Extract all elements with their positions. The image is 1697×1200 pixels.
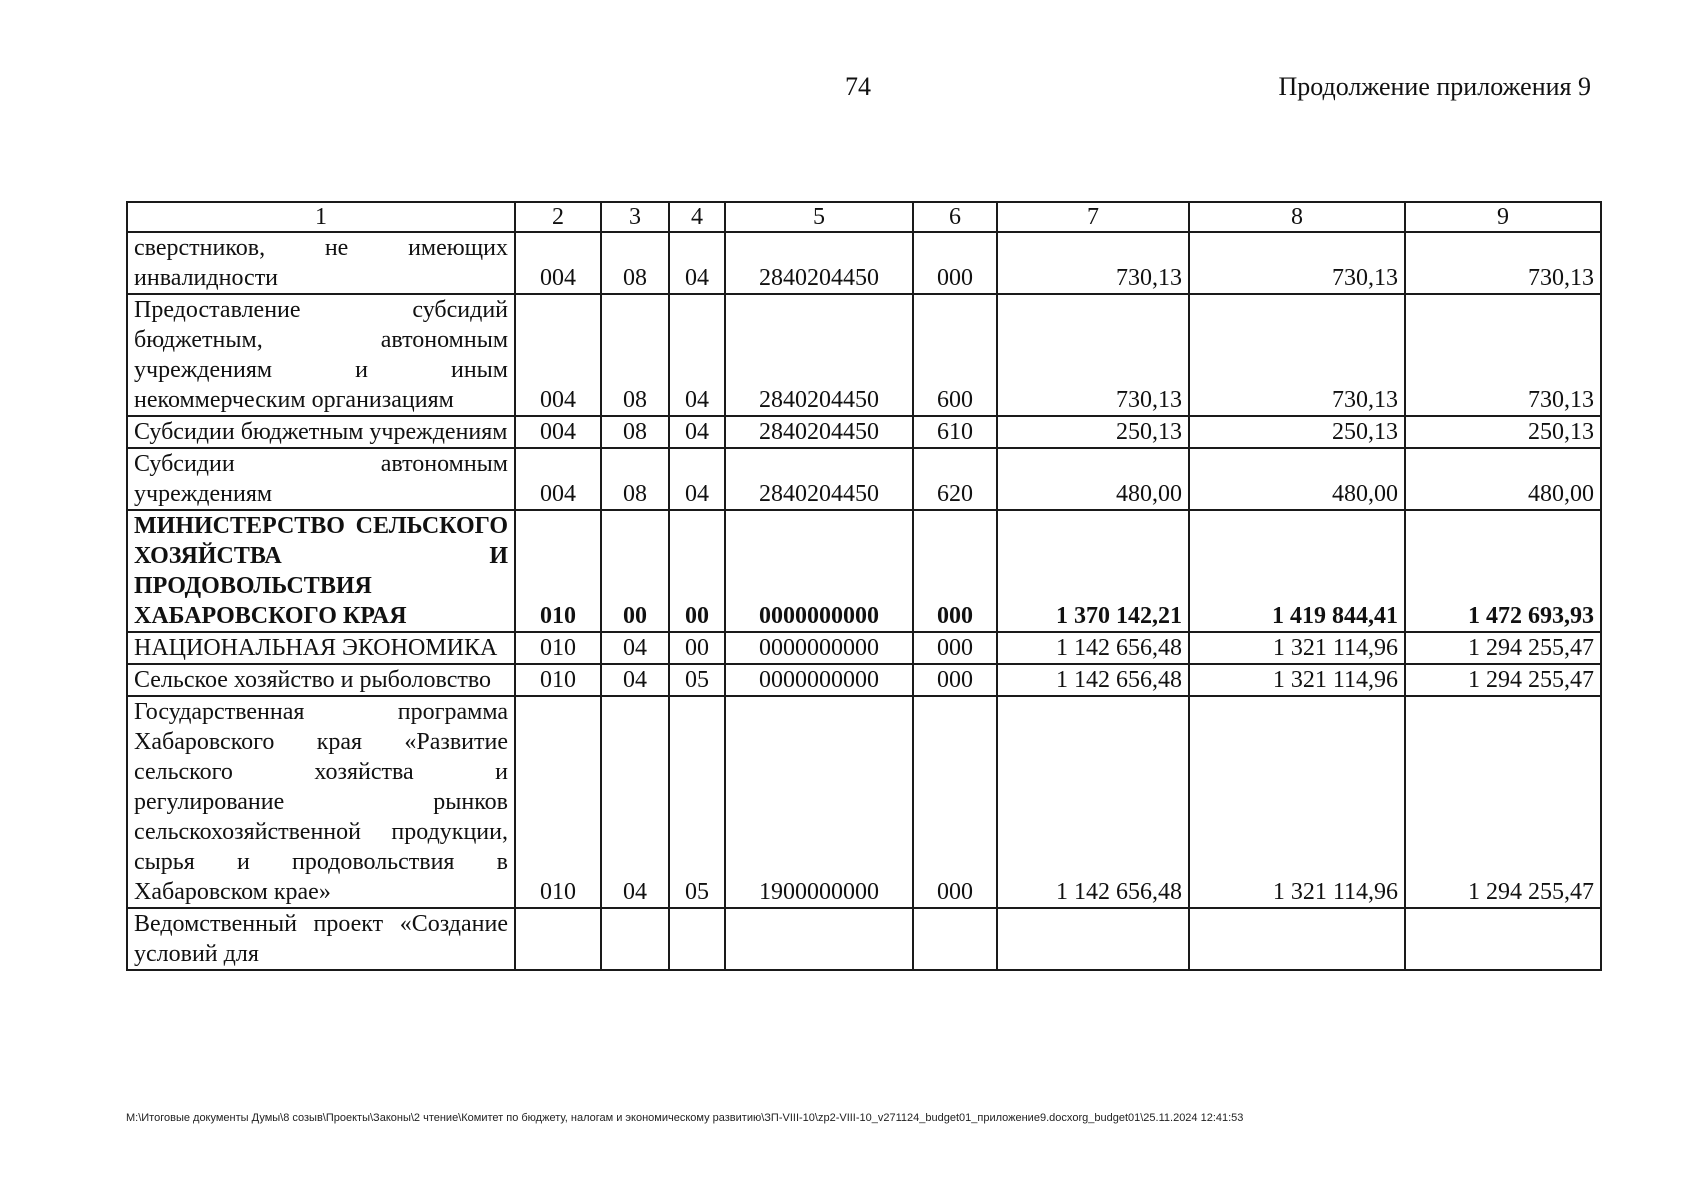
target-article-cell: 2840204450 bbox=[725, 294, 913, 416]
table-row bbox=[127, 510, 1601, 632]
subsection-cell: 04 bbox=[669, 232, 725, 294]
expense-type-cell: 000 bbox=[913, 232, 997, 294]
row-name-cell: НАЦИОНАЛЬНАЯ ЭКОНОМИКА bbox=[127, 632, 515, 664]
section-cell: 00 bbox=[601, 510, 669, 632]
target-article-cell: 0000000000 bbox=[725, 632, 913, 664]
amount-cell: 1 370 142,21 bbox=[997, 510, 1189, 632]
expense-type-cell: 000 bbox=[913, 664, 997, 696]
table-row bbox=[127, 908, 1601, 970]
target-article-cell: 2840204450 bbox=[725, 448, 913, 510]
amount-cell: 250,13 bbox=[997, 416, 1189, 448]
budget-table bbox=[126, 201, 1602, 971]
footer-file-path: M:\Итоговые документы Думы\8 созыв\Проекты\Законы\2 чтение\Комитет по бюджету, налогам и экономическому развитию\ЗП-VIII-10\zp2-VIII-10_v271124_budget01_приложение9.docxorg_budget01\25.11.2024 12:41:53 bbox=[126, 1112, 1244, 1124]
section-cell: 04 bbox=[601, 632, 669, 664]
expense-type-cell: 620 bbox=[913, 448, 997, 510]
section-cell: 08 bbox=[601, 416, 669, 448]
target-article-cell: 2840204450 bbox=[725, 232, 913, 294]
expense-type-cell: 000 bbox=[913, 696, 997, 908]
amount-cell: 1 142 656,48 bbox=[997, 696, 1189, 908]
expense-type-cell: 600 bbox=[913, 294, 997, 416]
subsection-cell: 00 bbox=[669, 510, 725, 632]
table-row bbox=[127, 632, 1601, 664]
page-number: 74 bbox=[845, 72, 871, 101]
table-row bbox=[127, 696, 1601, 908]
amount-cell: 1 472 693,93 bbox=[1405, 510, 1601, 632]
amount-cell bbox=[1189, 908, 1405, 970]
target-article-cell bbox=[725, 908, 913, 970]
amount-cell bbox=[1405, 908, 1601, 970]
section-cell: 08 bbox=[601, 448, 669, 510]
column-header: 2 bbox=[515, 202, 601, 232]
subsection-cell: 04 bbox=[669, 294, 725, 416]
target-article-cell: 0000000000 bbox=[725, 664, 913, 696]
code-cell: 004 bbox=[515, 416, 601, 448]
row-name-cell: Предоставление субсидий бюджетным, автономным учреждениям и иным некоммерческим организациям bbox=[127, 294, 515, 416]
amount-cell: 730,13 bbox=[1405, 294, 1601, 416]
section-cell: 08 bbox=[601, 232, 669, 294]
amount-cell: 480,00 bbox=[1405, 448, 1601, 510]
amount-cell: 730,13 bbox=[997, 232, 1189, 294]
column-header: 8 bbox=[1189, 202, 1405, 232]
expense-type-cell bbox=[913, 908, 997, 970]
section-cell bbox=[601, 908, 669, 970]
column-header: 5 bbox=[725, 202, 913, 232]
row-name-cell: Субсидии автономным учреждениям bbox=[127, 448, 515, 510]
amount-cell: 1 419 844,41 bbox=[1189, 510, 1405, 632]
column-header: 7 bbox=[997, 202, 1189, 232]
amount-cell: 480,00 bbox=[1189, 448, 1405, 510]
column-header: 4 bbox=[669, 202, 725, 232]
amount-cell: 1 321 114,96 bbox=[1189, 664, 1405, 696]
code-cell: 004 bbox=[515, 294, 601, 416]
amount-cell: 1 142 656,48 bbox=[997, 632, 1189, 664]
amount-cell: 730,13 bbox=[1405, 232, 1601, 294]
section-cell: 04 bbox=[601, 664, 669, 696]
amount-cell bbox=[997, 908, 1189, 970]
amount-cell: 730,13 bbox=[997, 294, 1189, 416]
expense-type-cell: 000 bbox=[913, 632, 997, 664]
amount-cell: 250,13 bbox=[1405, 416, 1601, 448]
code-cell: 004 bbox=[515, 448, 601, 510]
target-article-cell: 1900000000 bbox=[725, 696, 913, 908]
row-name-cell: Государственная программа Хабаровского края «Развитие сельского хозяйства и регулирование рынков сельскохозяйственной продукции, сырья и продовольствия в Хабаровском крае» bbox=[127, 696, 515, 908]
subsection-cell: 04 bbox=[669, 416, 725, 448]
subsection-cell: 05 bbox=[669, 664, 725, 696]
amount-cell: 730,13 bbox=[1189, 232, 1405, 294]
subsection-cell bbox=[669, 908, 725, 970]
table-row bbox=[127, 294, 1601, 416]
amount-cell: 1 294 255,47 bbox=[1405, 664, 1601, 696]
column-header: 3 bbox=[601, 202, 669, 232]
code-cell: 010 bbox=[515, 510, 601, 632]
row-name-cell: Субсидии бюджетным учреждениям bbox=[127, 416, 515, 448]
amount-cell: 250,13 bbox=[1189, 416, 1405, 448]
code-cell: 010 bbox=[515, 696, 601, 908]
amount-cell: 730,13 bbox=[1189, 294, 1405, 416]
row-name-cell: МИНИСТЕРСТВО СЕЛЬСКОГО ХОЗЯЙСТВА И ПРОДОВОЛЬСТВИЯ ХАБАРОВСКОГО КРАЯ bbox=[127, 510, 515, 632]
target-article-cell: 2840204450 bbox=[725, 416, 913, 448]
code-cell: 004 bbox=[515, 232, 601, 294]
row-name-cell: Сельское хозяйство и рыболовство bbox=[127, 664, 515, 696]
table-header-row bbox=[127, 202, 1601, 232]
expense-type-cell: 610 bbox=[913, 416, 997, 448]
column-header: 1 bbox=[127, 202, 515, 232]
amount-cell: 1 321 114,96 bbox=[1189, 632, 1405, 664]
table-row bbox=[127, 416, 1601, 448]
expense-type-cell: 000 bbox=[913, 510, 997, 632]
section-cell: 08 bbox=[601, 294, 669, 416]
amount-cell: 480,00 bbox=[997, 448, 1189, 510]
column-header: 6 bbox=[913, 202, 997, 232]
row-name-cell: сверстников, не имеющих инвалидности bbox=[127, 232, 515, 294]
table-body bbox=[127, 232, 1601, 970]
subsection-cell: 00 bbox=[669, 632, 725, 664]
row-name-cell: Ведомственный проект «Создание условий для bbox=[127, 908, 515, 970]
amount-cell: 1 294 255,47 bbox=[1405, 632, 1601, 664]
column-header: 9 bbox=[1405, 202, 1601, 232]
amount-cell: 1 321 114,96 bbox=[1189, 696, 1405, 908]
code-cell bbox=[515, 908, 601, 970]
subsection-cell: 05 bbox=[669, 696, 725, 908]
amount-cell: 1 142 656,48 bbox=[997, 664, 1189, 696]
table-row bbox=[127, 232, 1601, 294]
code-cell: 010 bbox=[515, 664, 601, 696]
target-article-cell: 0000000000 bbox=[725, 510, 913, 632]
continuation-label: Продолжение приложения 9 bbox=[1278, 72, 1591, 101]
table-row bbox=[127, 448, 1601, 510]
code-cell: 010 bbox=[515, 632, 601, 664]
section-cell: 04 bbox=[601, 696, 669, 908]
subsection-cell: 04 bbox=[669, 448, 725, 510]
amount-cell: 1 294 255,47 bbox=[1405, 696, 1601, 908]
table-row bbox=[127, 664, 1601, 696]
